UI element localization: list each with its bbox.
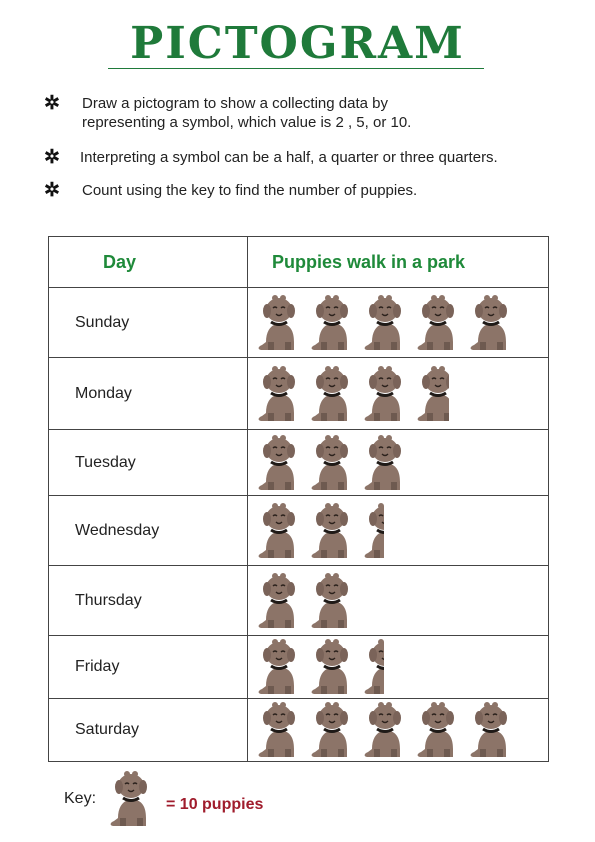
puppy-icon xyxy=(307,699,355,761)
day-label: Friday xyxy=(49,636,248,699)
puppy-icon xyxy=(360,500,384,562)
puppy-icon xyxy=(360,699,408,761)
puppy-symbols xyxy=(248,636,549,699)
puppy-icon xyxy=(254,432,302,494)
puppy-icon xyxy=(254,292,302,354)
table-row xyxy=(49,358,549,430)
puppy-icon xyxy=(254,500,302,562)
puppy-icon xyxy=(106,768,154,830)
pictogram-table xyxy=(48,236,549,760)
instruction-text: Count using the key to find the number of puppies. xyxy=(82,182,418,199)
page-title: PICTOGRAM xyxy=(130,18,465,69)
puppy-symbols xyxy=(248,430,549,496)
puppy-symbols xyxy=(248,358,549,430)
puppy-icon xyxy=(466,699,514,761)
puppy-icon xyxy=(360,292,408,354)
puppy-icon xyxy=(413,363,449,425)
puppy-icon xyxy=(307,363,355,425)
day-label: Sunday xyxy=(49,288,248,358)
puppy-icon xyxy=(307,500,355,562)
instruction-text: Interpreting a symbol can be a half, a quarter or three quarters. xyxy=(80,149,498,166)
puppy-icon xyxy=(307,636,355,698)
table-row xyxy=(49,430,549,496)
table-row xyxy=(49,496,549,566)
table-row xyxy=(49,288,549,358)
puppy-icon xyxy=(360,636,384,698)
puppy-symbols xyxy=(248,496,549,566)
puppy-icon xyxy=(466,292,514,354)
day-label: Saturday xyxy=(49,699,248,762)
puppy-icon xyxy=(307,432,355,494)
asterisk-icon: ✲ xyxy=(44,147,60,168)
puppy-icon xyxy=(307,570,355,632)
table-row xyxy=(49,566,549,636)
puppy-icon xyxy=(307,292,355,354)
instruction-item xyxy=(44,94,564,134)
puppy-icon xyxy=(360,432,408,494)
day-label: Thursday xyxy=(49,566,248,636)
instruction-item xyxy=(44,148,564,168)
puppy-symbols xyxy=(248,566,549,636)
puppy-icon xyxy=(254,699,302,761)
key-label: Key: xyxy=(64,790,97,807)
puppy-icon xyxy=(254,363,302,425)
puppy-icon xyxy=(254,636,302,698)
puppy-icon xyxy=(254,570,302,632)
puppy-symbols xyxy=(248,699,549,762)
table-row xyxy=(49,636,549,699)
key-value: = 10 puppies xyxy=(166,796,264,813)
puppy-icon xyxy=(413,699,461,761)
puppy-icon xyxy=(360,363,408,425)
header-puppies: Puppies walk in a park xyxy=(248,237,549,288)
title-underline xyxy=(108,68,484,69)
instruction-item xyxy=(44,181,564,201)
day-label: Monday xyxy=(49,358,248,430)
day-label: Tuesday xyxy=(49,430,248,496)
day-label: Wednesday xyxy=(49,496,248,566)
asterisk-icon: ✲ xyxy=(44,93,60,114)
asterisk-icon: ✲ xyxy=(44,180,60,201)
puppy-icon xyxy=(413,292,461,354)
table-row xyxy=(49,699,549,762)
instruction-text: Draw a pictogram to show a collecting data by representing a symbol, which value is 2 , 5, or 10. xyxy=(82,95,412,131)
header-day: Day xyxy=(49,237,248,288)
puppy-symbols xyxy=(248,288,549,358)
